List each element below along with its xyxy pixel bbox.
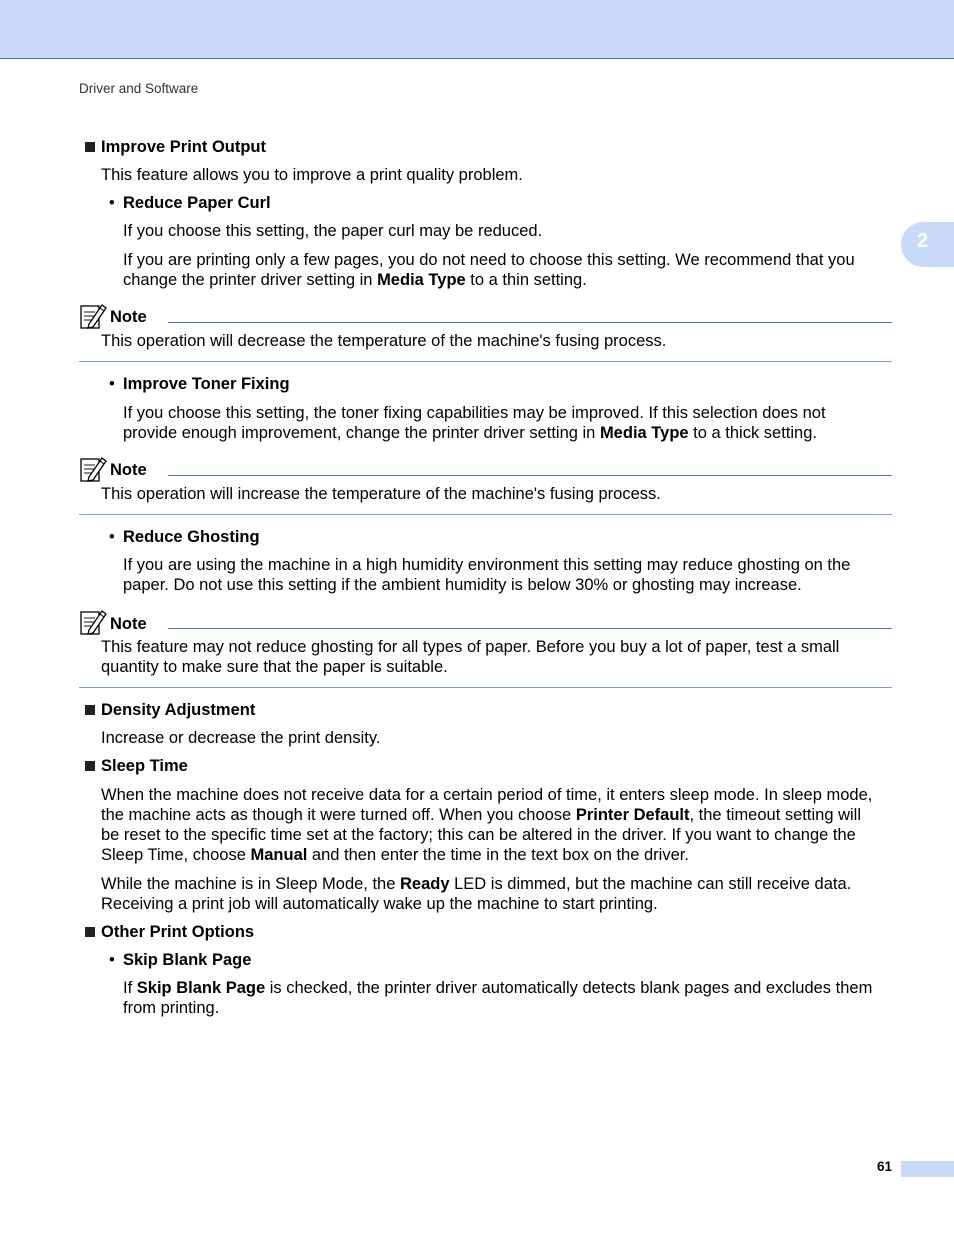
note-end-rule	[79, 687, 892, 688]
section-heading-other-print-options: Other Print Options	[101, 923, 255, 941]
note-label: Note	[110, 461, 147, 479]
note-label: Note	[110, 308, 147, 326]
subsection-title-reduce-ghosting: Reduce Ghosting	[123, 528, 260, 546]
note-text-line: This feature may not reduce ghosting for all types of paper. Before you buy a lot of paper, test a small	[101, 638, 840, 656]
page-number: 61	[876, 1159, 892, 1174]
section-heading-density-adjustment: Density Adjustment	[101, 701, 256, 719]
note-end-rule	[79, 361, 892, 362]
note-pencil-icon	[80, 609, 108, 635]
note-label: Note	[110, 615, 147, 633]
paragraph-line: Sleep Time, choose Manual and then enter the time in the text box on the driver.	[101, 846, 689, 864]
paragraph-line: the machine acts as though it were turned off. When you choose Printer Default, the timeout setting will	[101, 806, 861, 824]
running-header: Driver and Software	[79, 81, 199, 96]
bullet-dot-icon: •	[109, 951, 115, 969]
paragraph-line: Receiving a print job will automatically wake up the machine to start printing.	[101, 895, 658, 913]
paragraph-line: If you are printing only a few pages, you do not need to choose this setting. We recommend that you	[123, 251, 855, 269]
paragraph-line: provide enough improvement, change the printer driver setting in Media Type to a thick setting.	[123, 424, 817, 442]
paragraph-line: While the machine is in Sleep Mode, the Ready LED is dimmed, but the machine can still receive data.	[101, 875, 852, 893]
header-band	[0, 0, 954, 59]
bullet-dot-icon: •	[109, 194, 115, 212]
bullet-dot-icon: •	[109, 528, 115, 546]
paragraph-line: be reset to the specific time set at the factory; this can be altered in the driver. If you want to change the	[101, 826, 856, 844]
paragraph: Increase or decrease the print density.	[101, 729, 381, 747]
chapter-number: 2	[917, 230, 929, 252]
square-bullet-icon	[85, 705, 95, 715]
subsection-title-reduce-paper-curl: Reduce Paper Curl	[123, 194, 271, 212]
footer-bar	[901, 1161, 954, 1177]
note-rule	[168, 322, 892, 323]
paragraph-line: from printing.	[123, 999, 220, 1017]
note-pencil-icon	[80, 303, 108, 329]
note-pencil-icon	[80, 456, 108, 482]
square-bullet-icon	[85, 761, 95, 771]
bold-term: Skip Blank Page	[136, 979, 266, 997]
subsection-title-improve-toner-fixing: Improve Toner Fixing	[123, 375, 290, 393]
section-heading-sleep-time: Sleep Time	[101, 757, 188, 775]
bold-term: Manual	[250, 846, 308, 864]
paragraph: If you choose this setting, the paper curl may be reduced.	[123, 222, 543, 240]
bold-term: Media Type	[599, 424, 689, 442]
note-end-rule	[79, 514, 892, 515]
square-bullet-icon	[85, 927, 95, 937]
note-rule	[168, 475, 892, 476]
paragraph-line: paper. Do not use this setting if the ambient humidity is below 30% or ghosting may increase.	[123, 576, 802, 594]
section-intro: This feature allows you to improve a print quality problem.	[101, 166, 523, 184]
bold-term: Media Type	[377, 271, 466, 289]
note-rule	[168, 628, 892, 629]
paragraph-line: change the printer driver setting in Media Type to a thin setting.	[123, 271, 587, 289]
note-text-line: quantity to make sure that the paper is suitable.	[101, 658, 448, 676]
subsection-title-skip-blank-page: Skip Blank Page	[123, 951, 252, 969]
section-heading-improve-print-output: Improve Print Output	[101, 138, 266, 156]
note-text: This operation will increase the temperature of the machine's fusing process.	[101, 485, 661, 503]
bold-term: Ready	[400, 875, 450, 893]
chapter-tab	[901, 222, 954, 267]
paragraph-line: If Skip Blank Page is checked, the printer driver automatically detects blank pages and excludes them	[123, 979, 873, 997]
bold-term: Printer Default	[575, 806, 690, 824]
note-text: This operation will decrease the temperature of the machine's fusing process.	[101, 332, 667, 350]
bullet-dot-icon: •	[109, 375, 115, 393]
paragraph-line: If you choose this setting, the toner fixing capabilities may be improved. If this selection does not	[123, 404, 826, 422]
paragraph-line: If you are using the machine in a high humidity environment this setting may reduce ghosting on the	[123, 556, 851, 574]
paragraph-line: When the machine does not receive data for a certain period of time, it enters sleep mode. In sleep mode,	[101, 786, 873, 804]
square-bullet-icon	[85, 142, 95, 152]
